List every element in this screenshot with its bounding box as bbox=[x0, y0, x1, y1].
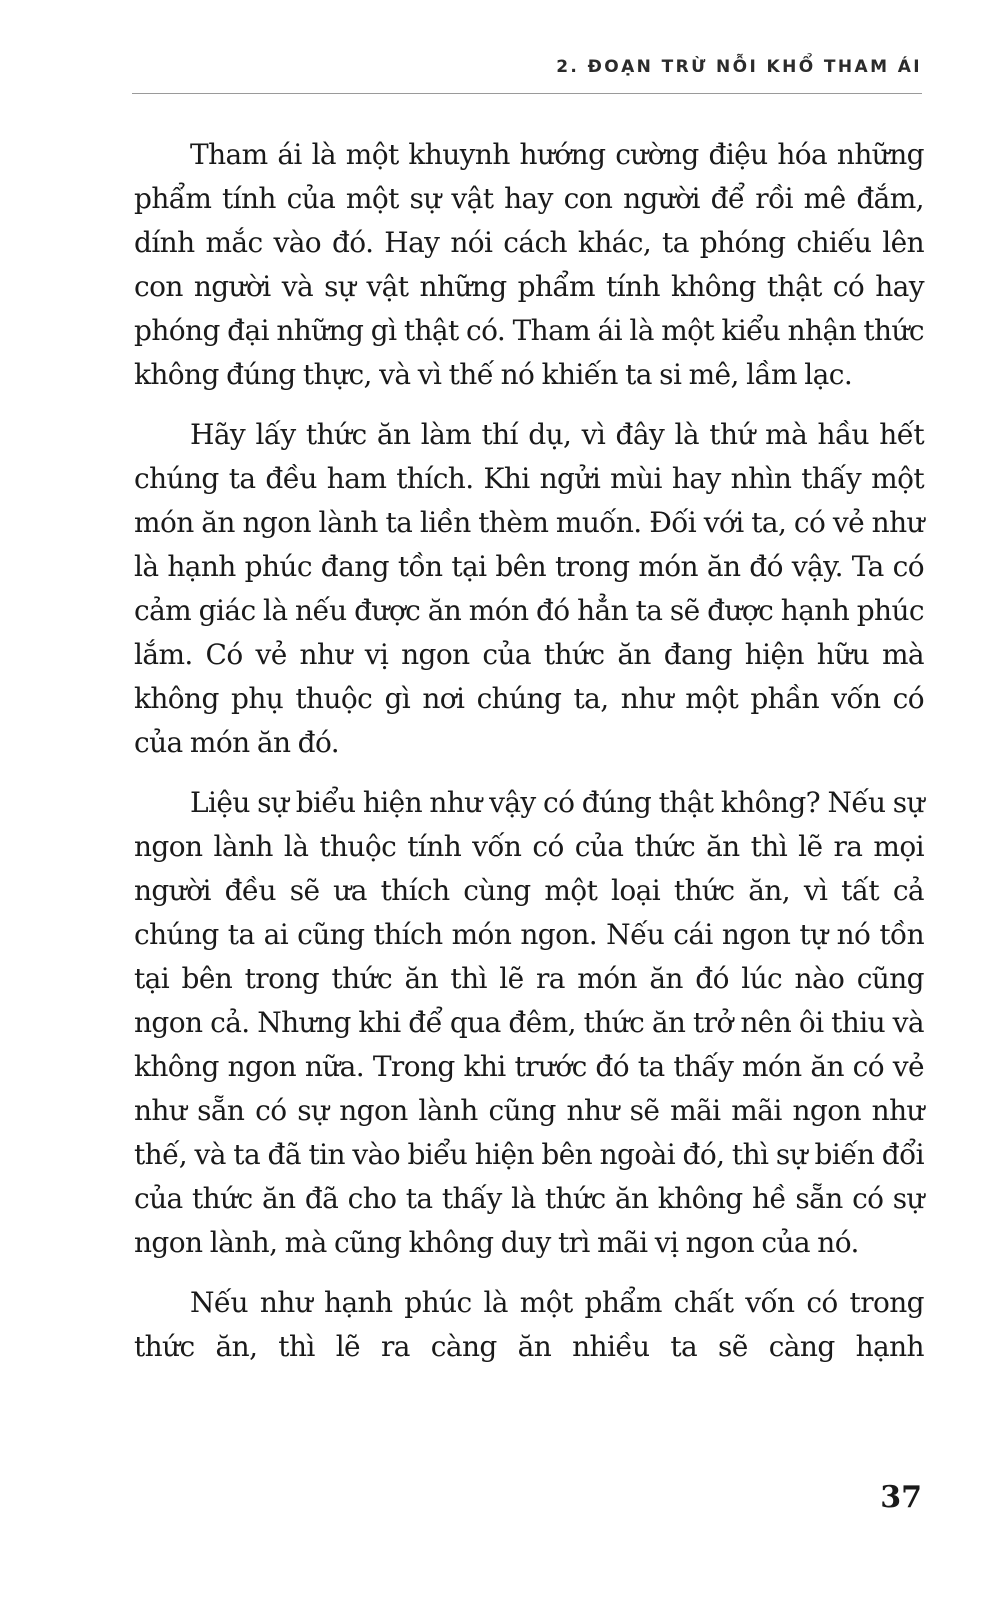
paragraph: Nếu như hạnh phúc là một phẩm chất vốn có trong thức ăn, thì lẽ ra càng ăn nhiều ta sẽ càng hạnh bbox=[134, 1286, 924, 1363]
paragraph: Hãy lấy thức ăn làm thí dụ, vì đây là thứ mà hầu hết chúng ta đều ham thích. Khi ngửi mùi hay nhìn thấy một món ăn ngon lành ta liền thèm muốn. Đối với ta, có vẻ như là hạnh phúc đang tồn tại bên trong món ăn đó vậy. Ta có cảm giác là nếu được ăn món đó hẳn ta sẽ được hạnh phúc lắm. Có vẻ như vị ngon của thức ăn đang hiện hữu mà không phụ thuộc gì nơi chúng ta, như một phần vốn có của món ăn đó. bbox=[134, 418, 924, 759]
paragraph: Liệu sự biểu hiện như vậy có đúng thật không? Nếu sự ngon lành là thuộc tính vốn có của thức ăn thì lẽ ra mọi người đều sẽ ưa thích cùng một loại thức ăn, vì tất cả chúng ta ai cũng thích món ngon. Nếu cái ngon tự nó tồn tại bên trong thức ăn thì lẽ ra món ăn đó lúc nào cũng ngon cả. Nhưng khi để qua đêm, thức ăn trở nên ôi thiu và không ngon nữa. Trong khi trước đó ta thấy món ăn có vẻ như sẵn có sự ngon lành cũng như sẽ mãi mãi ngon như thế, và ta đã tin vào biểu hiện bên ngoài đó, thì sự biến đổi của thức ăn đã cho ta thấy là thức ăn không hề sẵn có sự ngon lành, mà cũng không duy trì mãi vị ngon của nó. bbox=[134, 786, 924, 1259]
running-header bbox=[132, 58, 922, 94]
chapter-title: 2. ĐOẠN TRỪ NỖI KHỔ THAM ÁI bbox=[556, 57, 922, 77]
paragraph: Tham ái là một khuynh hướng cường điệu hóa những phẩm tính của một sự vật hay con người để rồi mê đắm, dính mắc vào đó. Hay nói cách khác, ta phóng chiếu lên con người và sự vật những phẩm tính không thật có hay phóng đại những gì thật có. Tham ái là một kiểu nhận thức không đúng thực, và vì thế nó khiến ta si mê, lầm lạc. bbox=[134, 138, 924, 391]
page-number: 37 bbox=[880, 1480, 922, 1515]
body-text bbox=[134, 133, 924, 1385]
